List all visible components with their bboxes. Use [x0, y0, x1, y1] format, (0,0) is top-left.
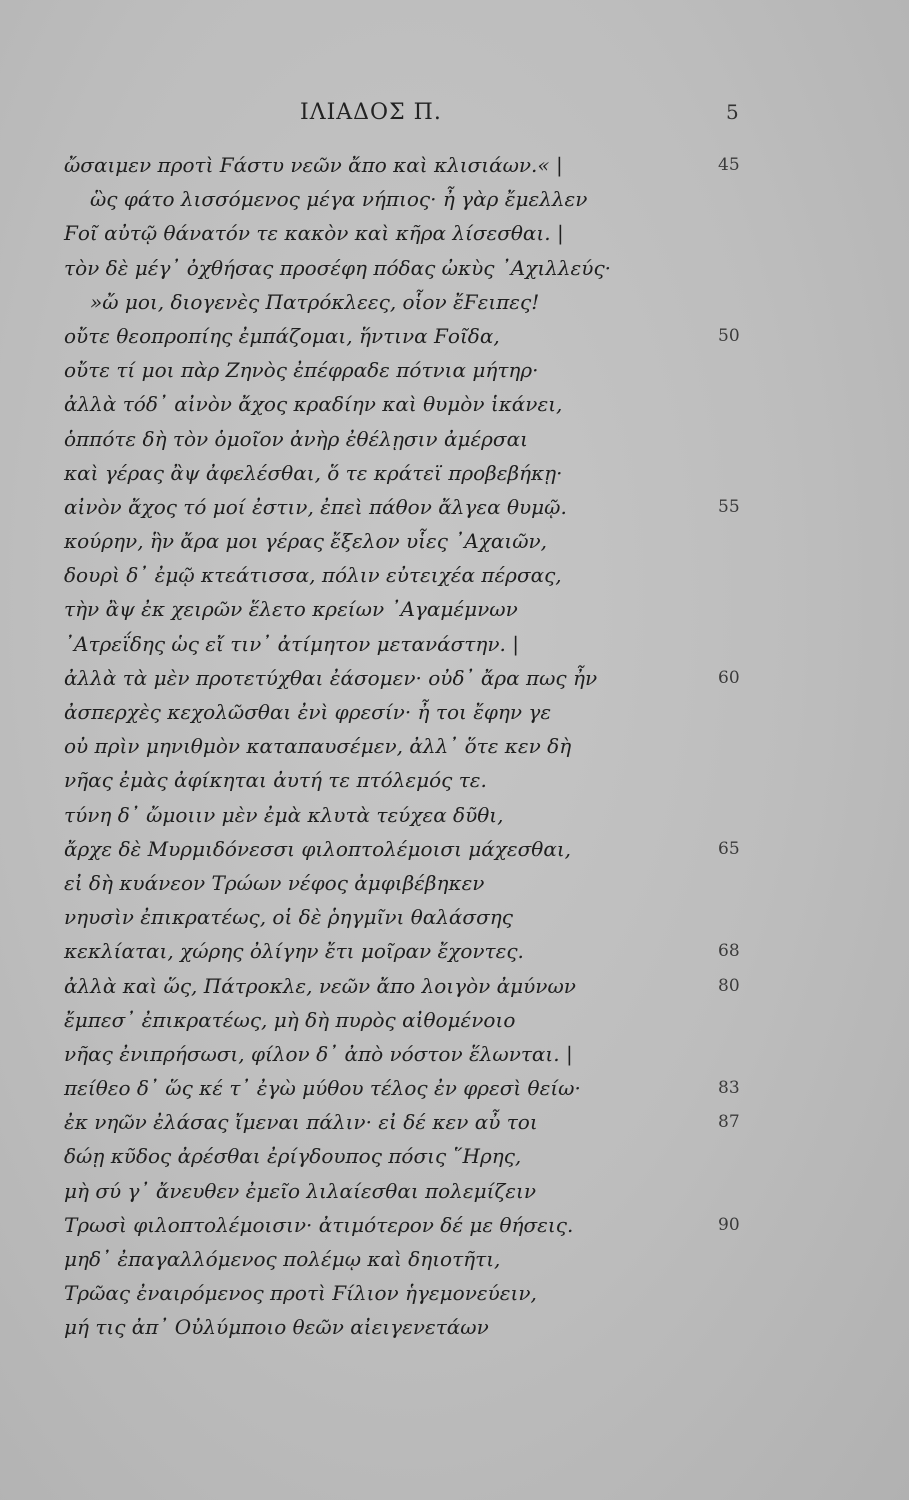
verse-line: [0, 934, 909, 968]
verse-line: [0, 763, 909, 797]
verse-text: μηδ᾽ ἐπαγαλλόμενος πολέμῳ καὶ δηιοτῆτι,: [64, 1247, 501, 1271]
verse-text: δώῃ κῦδος ἀρέσθαι ἐρίγδουπος πόσις ῞Ηρης,: [64, 1144, 522, 1169]
verse-line: [0, 627, 909, 661]
verse-line: [0, 1174, 909, 1208]
verse-line: [0, 1310, 909, 1344]
verse-text: κεκλίαται, χώρης ὀλίγην ἔτι μοῖραν ἔχοντες.: [64, 939, 524, 964]
verse-text: μή τις ἀπ᾽ Οὐλύμποιο θεῶν αἰειγενετάων: [64, 1315, 489, 1340]
verse-line: [0, 216, 909, 250]
verse-text: καὶ γέρας ἂψ ἀφελέσθαι, ὅ τε κράτεϊ προβεβήκῃ·: [64, 460, 563, 485]
verse-text: ὣς φάτο λισσόμενος μέγα νήπιος· ἦ γὰρ ἔμελλεν: [90, 187, 588, 212]
verse-text: οὔτε τί μοι πὰρ Ζηνὸς ἐπέφραδε πότνια μήτηρ·: [64, 358, 539, 383]
verse-text: ὁππότε δὴ τὸν ὁμοῖον ἀνὴρ ἐθέλῃσιν ἀμέρσαι: [64, 426, 528, 451]
verse-line: [0, 319, 909, 353]
line-number: 68: [718, 941, 740, 962]
verse-line: [0, 387, 909, 421]
verse-line: [0, 524, 909, 558]
verse-text: ᾽Ατρεΐδης ὡς εἴ τιν᾽ ἀτίμητον μετανάστην. |: [64, 631, 519, 656]
verse-line: [0, 1037, 909, 1071]
verse-text: οὐ πρὶν μηνιθμὸν καταπαυσέμεν, ἀλλ᾽ ὅτε κεν δὴ: [64, 734, 572, 759]
verse-text: αἰνὸν ἄχος τό μοί ἐστιν, ἐπεὶ πάθον ἄλγεα θυμῷ.: [64, 494, 567, 519]
verse-line: [0, 661, 909, 695]
verse-text: »ὤ μοι, διογενὲς Πατρόκλεες, οἷον ἔϜειπες!: [90, 289, 540, 314]
verse-text: τὴν ἂψ ἐκ χειρῶν ἕλετο κρείων ᾽Αγαμέμνων: [64, 597, 518, 622]
verse-text: ὤσαιμεν προτὶ Ϝάστυ νεῶν ἄπο καὶ κλισιάων.« |: [64, 153, 563, 177]
verse-text: κούρην, ἣν ἄρα μοι γέρας ἔξελον υἷες ᾽Αχαιῶν,: [64, 529, 548, 554]
verse-line: [0, 1071, 909, 1105]
verse-line: [0, 592, 909, 626]
verse-line: [0, 1276, 909, 1310]
verse-text: ἀλλὰ καὶ ὥς, Πάτροκλε, νεῶν ἄπο λοιγὸν ἀμύνων: [64, 973, 576, 998]
running-head: ΙΛΙΑΔΟΣ Π.: [300, 100, 442, 125]
verse-line: [0, 798, 909, 832]
verse-line: [0, 1242, 909, 1276]
line-number: 50: [718, 325, 740, 346]
verse-line: [0, 900, 909, 934]
verse-block: [0, 148, 909, 1345]
verse-line: [0, 1105, 909, 1139]
verse-text: εἰ δὴ κυάνεον Τρώων νέφος ἀμφιβέβηκεν: [64, 870, 485, 895]
verse-text: νηυσὶν ἐπικρατέως, οἱ δὲ ῥηγμῖνι θαλάσσης: [64, 905, 513, 930]
verse-line: [0, 456, 909, 490]
verse-text: ἀλλὰ τόδ᾽ αἰνὸν ἄχος κραδίην καὶ θυμὸν ἱκάνει,: [64, 392, 563, 417]
verse-text: ἀλλὰ τὰ μὲν προτετύχθαι ἐάσομεν· οὐδ᾽ ἄρα πως ἦν: [64, 665, 598, 690]
verse-line: [0, 1208, 909, 1242]
line-number: 45: [718, 155, 740, 175]
verse-line: [0, 969, 909, 1003]
verse-text: ἄρχε δὲ Μυρμιδόνεσσι φιλοπτολέμοισι μάχεσθαι,: [64, 836, 572, 861]
line-number: 55: [718, 496, 740, 517]
line-number: 90: [718, 1214, 740, 1235]
line-number: 80: [718, 975, 740, 996]
verse-line: [0, 490, 909, 524]
line-number: 65: [718, 838, 740, 859]
verse-text: νῆας ἐμὰς ἀφίκηται ἀυτή τε πτόλεμός τε.: [64, 768, 487, 793]
verse-text: ἀσπερχὲς κεχολῶσθαι ἐνὶ φρεσίν· ἦ τοι ἔφην γε: [64, 700, 552, 724]
verse-text: μὴ σύ γ᾽ ἄνευθεν ἐμεῖο λιλαίεσθαι πολεμίζειν: [64, 1178, 537, 1203]
verse-text: Τρωσὶ φιλοπτολέμοισιν· ἀτιμότερον δέ με θήσεις.: [64, 1212, 574, 1237]
verse-line: [0, 729, 909, 763]
verse-line: [0, 148, 909, 182]
verse-line: [0, 1003, 909, 1037]
verse-line: [0, 353, 909, 387]
verse-text: Ϝοῖ αὐτῷ θάνατόν τε κακὸν καὶ κῆρα λίσεσθαι. |: [64, 221, 564, 246]
verse-line: [0, 832, 909, 866]
verse-text: ἐκ νηῶν ἐλάσας ἴμεναι πάλιν· εἰ δέ κεν αὖ τοι: [64, 1110, 538, 1135]
verse-line: [0, 422, 909, 456]
line-number: 83: [718, 1078, 740, 1099]
verse-line: [0, 558, 909, 592]
page-number: 5: [726, 100, 739, 124]
verse-text: τὸν δὲ μέγ᾽ ὀχθήσας προσέφη πόδας ὠκὺς ᾽Αχιλλεύς·: [64, 255, 612, 280]
verse-line: [0, 695, 909, 729]
line-number: 60: [718, 667, 740, 688]
verse-text: πείθεο δ᾽ ὥς κέ τ᾽ ἐγὼ μύθου τέλος ἐν φρεσὶ θείω·: [64, 1076, 581, 1101]
verse-text: νῆας ἐνιπρήσωσι, φίλον δ᾽ ἀπὸ νόστον ἕλωνται. |: [64, 1041, 573, 1066]
verse-text: Τρῶας ἐναιρόμενος προτὶ Ϝίλιον ἡγεμονεύειν,: [64, 1281, 537, 1306]
verse-text: ἔμπεσ᾽ ἐπικρατέως, μὴ δὴ πυρὸς αἰθομένοιο: [64, 1007, 516, 1032]
verse-text: οὔτε θεοπροπίης ἐμπάζομαι, ἥντινα Ϝοῖδα,: [64, 323, 500, 348]
verse-line: [0, 285, 909, 319]
verse-line: [0, 1139, 909, 1173]
verse-text: δουρὶ δ᾽ ἐμῷ κτεάτισσα, πόλιν εὐτειχέα πέρσας,: [64, 563, 562, 588]
verse-line: [0, 866, 909, 900]
verse-line: [0, 182, 909, 216]
line-number: 87: [718, 1112, 740, 1133]
verse-text: τύνη δ᾽ ὤμοιιν μὲν ἐμὰ κλυτὰ τεύχεα δῦθι,: [64, 802, 504, 827]
verse-line: [0, 251, 909, 285]
